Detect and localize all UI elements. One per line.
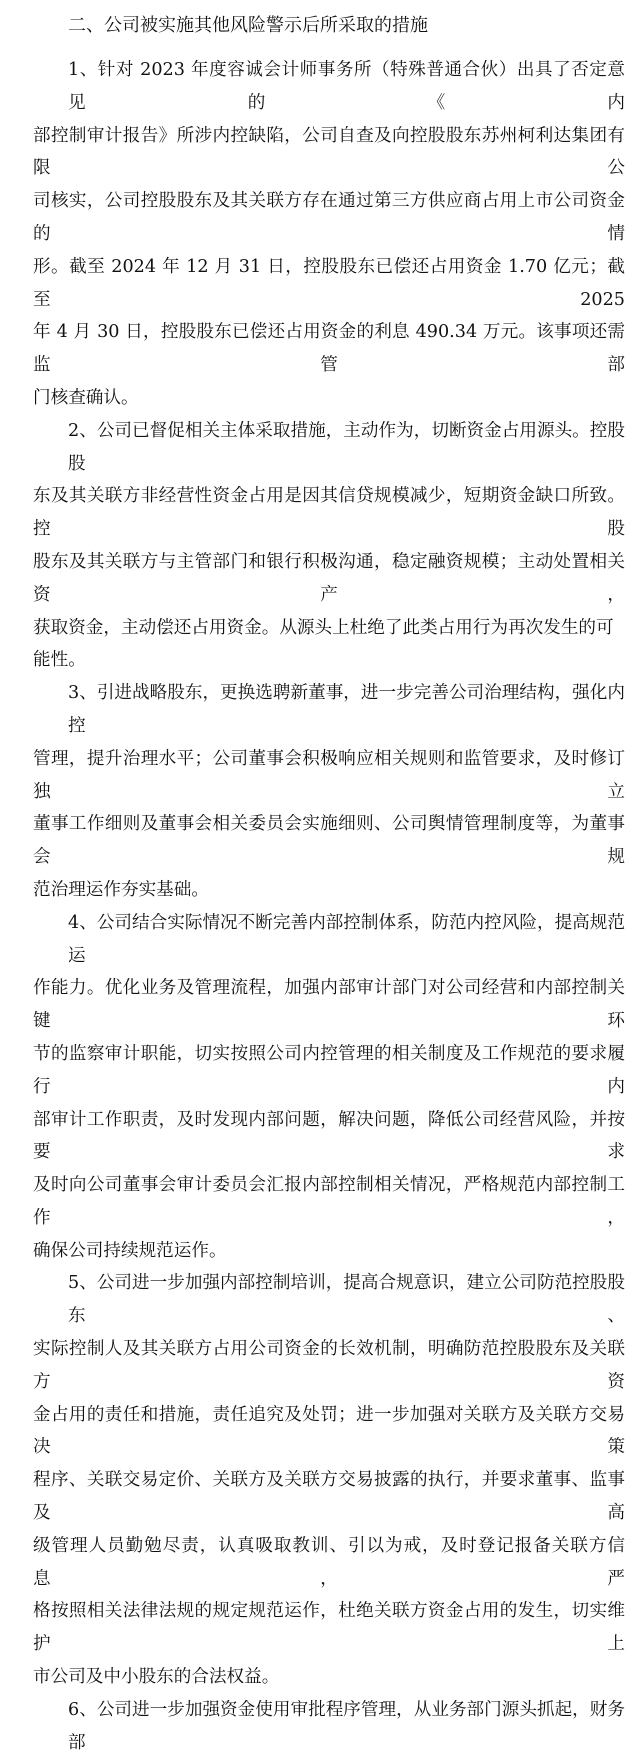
paragraph-line: 实际控制人及其关联方占用公司资金的长效机制，明确防范控股股东及关联方资 <box>33 1339 625 1392</box>
paragraph-line: 司核实，公司控股股东及其关联方存在通过第三方供应商占用上市公司资金的情 <box>33 191 625 244</box>
document-page <box>33 9 625 1759</box>
paragraph-line: 部审计工作职责，及时发现内部问题，解决问题，降低公司经营风险，并按要求 <box>33 1109 625 1163</box>
paragraph-line: 股东及其关联方与主管部门和银行积极沟通，稳定融资规模；主动处置相关资产， <box>33 551 625 605</box>
paragraph-line: 形。截至 2024 年 12 月 31 日，控股股东已偿还占用资金 1.70 亿元；截至 2025 <box>33 256 625 310</box>
paragraph-line: 5、公司进一步加强内部控制培训，提高合规意识，建立公司防范控股股东、 <box>68 1273 625 1327</box>
section-heading: 二、公司被实施其他风险警示后所采取的措施 <box>68 15 428 36</box>
paragraph-line: 范治理运作夯实基础。 <box>33 879 209 900</box>
paragraph-line: 及时向公司董事会审计委员会汇报内部控制相关情况，严格规范内部控制工作， <box>33 1175 625 1228</box>
paragraph-3 <box>33 677 625 907</box>
paragraph-line: 部控制审计报告》所涉内控缺陷，公司自查及向控股股东苏州柯利达集团有限公 <box>33 125 625 179</box>
paragraph-line: 门核查确认。 <box>33 387 139 408</box>
paragraph-line: 节的监察审计职能，切实按照公司内控管理的相关制度及工作规范的要求履行内 <box>33 1043 625 1097</box>
paragraph-line: 获取资金，主动偿还占用资金。从源头上杜绝了此类占用行为再次发生的可能性。 <box>33 617 614 671</box>
paragraph-line: 董事工作细则及董事会相关委员会实施细则、公司舆情管理制度等，为董事会规 <box>33 814 625 868</box>
paragraph-line: 3、引进战略股东，更换选聘新董事，进一步完善公司治理结构，强化内控 <box>68 683 625 736</box>
paragraph-line: 东及其关联方非经营性资金占用是因其信贷规模减少，短期资金缺口所致。控股 <box>33 486 625 540</box>
paragraph-line: 6、公司进一步加强资金使用审批程序管理，从业务部门源头抓起，财务部 <box>68 1699 625 1753</box>
paragraph-line: 格按照相关法律法规的规定规范运作，杜绝关联方资金占用的发生，切实维护上 <box>33 1601 625 1655</box>
paragraph-line: 管理，提升治理水平；公司董事会积极响应相关规则和监管要求，及时修订独立 <box>33 748 625 802</box>
paragraph-line: 级管理人员勤勉尽责，认真吸取教训、引以为戒，及时登记报备关联方信息，严 <box>33 1535 625 1589</box>
paragraph-line: 4、公司结合实际情况不断完善内部控制体系，防范内控风险，提高规范运 <box>68 912 625 966</box>
paragraph-line: 年 4 月 30 日，控股股东已偿还占用资金的利息 490.34 万元。该事项还需监管部 <box>33 322 625 376</box>
paragraph-5 <box>33 1267 625 1693</box>
paragraph-line: 确保公司持续规范运作。 <box>33 1240 227 1261</box>
document-body <box>33 54 625 1759</box>
paragraph-6 <box>33 1694 625 1759</box>
paragraph-1 <box>33 54 625 415</box>
paragraph-line: 金占用的责任和措施，责任追究及处罚；进一步加强对关联方及关联方交易决策 <box>33 1404 625 1458</box>
paragraph-line: 作能力。优化业务及管理流程，加强内部审计部门对公司经营和内部控制关键环 <box>33 978 625 1032</box>
paragraph-line: 程序、关联交易定价、关联方及关联方交易披露的执行，并要求董事、监事及高 <box>33 1470 625 1524</box>
paragraph-line: 市公司及中小股东的合法权益。 <box>33 1667 280 1688</box>
paragraph-line: 1、针对 2023 年度容诚会计师事务所（特殊普通合伙）出具了否定意见的《内 <box>68 60 625 113</box>
paragraph-2 <box>33 415 625 677</box>
paragraph-4 <box>33 907 625 1268</box>
paragraph-line: 2、公司已督促相关主体采取措施，主动作为，切断资金占用源头。控股股 <box>68 420 625 474</box>
